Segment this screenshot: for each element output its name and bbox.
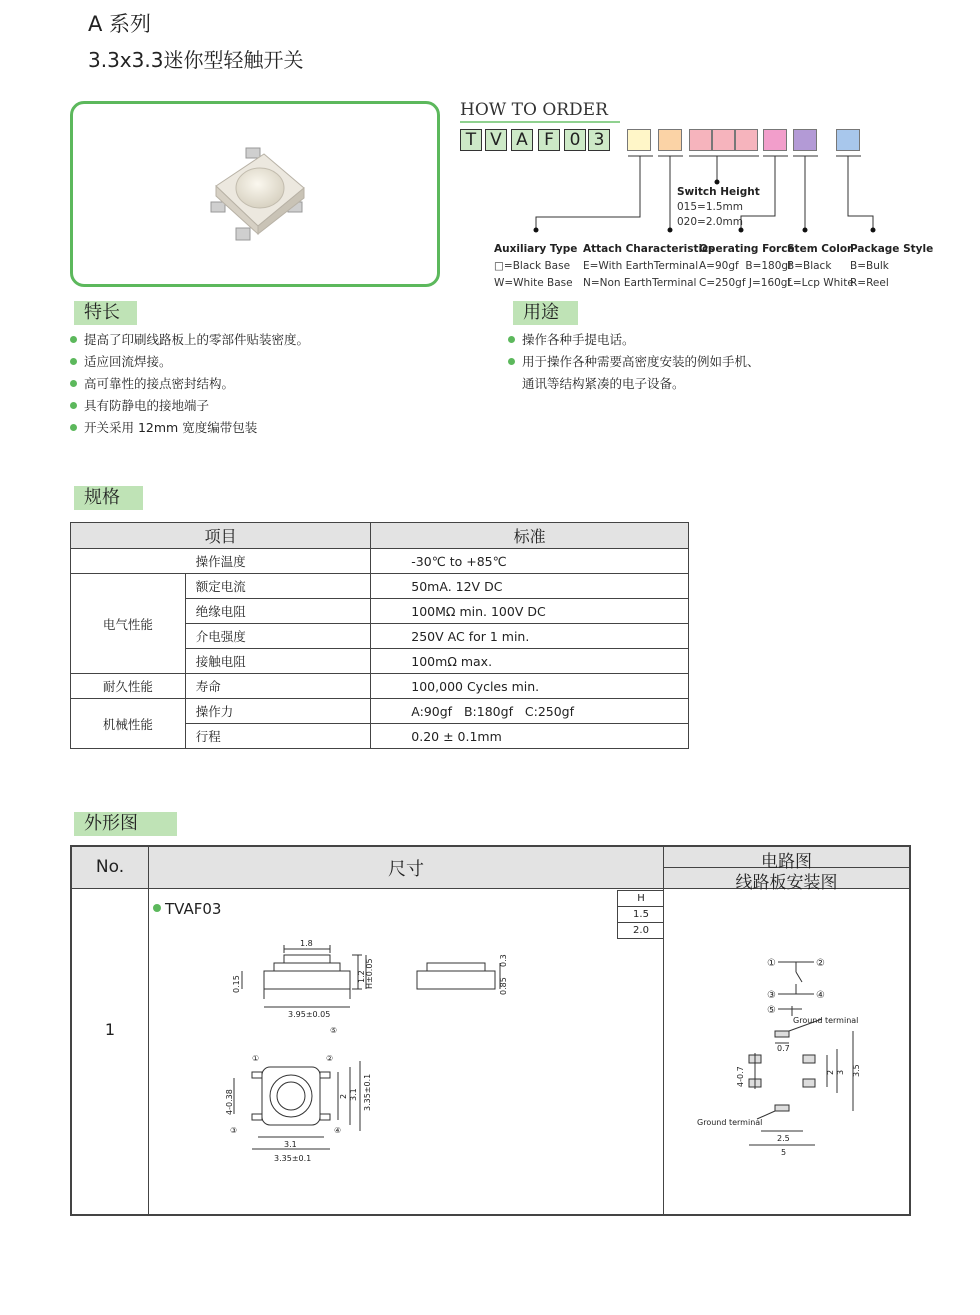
table-row: 机械性能 操作力 A:90gf B:180gf C:250gf (71, 699, 689, 724)
package-value: B=Bulk (850, 260, 889, 272)
svg-text:1.2: 1.2 (357, 970, 366, 983)
bullet-icon (70, 380, 77, 387)
svg-text:3.95±0.05: 3.95±0.05 (288, 1010, 331, 1019)
list-item: 用于操作各种需要高密度安装的例如手机、 (508, 351, 760, 373)
group-electrical: 电气性能 (71, 574, 186, 674)
attach-value: N=Non EarthTerminal (583, 277, 697, 289)
svg-text:4-0.7: 4-0.7 (736, 1066, 745, 1087)
svg-text:④: ④ (334, 1126, 342, 1135)
aux-type-box (627, 129, 651, 151)
bullet-icon (153, 904, 161, 912)
series-title: A 系列 (88, 12, 152, 36)
model-name: TVAF03 (153, 900, 221, 918)
group-mechanical: 机械性能 (71, 699, 186, 749)
svg-text:3.1: 3.1 (284, 1140, 297, 1149)
svg-text:3.35±0.1: 3.35±0.1 (363, 1073, 372, 1111)
height-box (689, 129, 712, 151)
table-row: 绝缘电阻 100MΩ min. 100V DC (71, 599, 689, 624)
col-header-item: 项目 (71, 523, 371, 549)
table-row: 操作温度 -30℃ to +85℃ (71, 549, 689, 574)
svg-text:0.15: 0.15 (232, 975, 241, 993)
applications-title: 用途 (513, 301, 578, 325)
svg-text:H±0.05: H±0.05 (365, 958, 374, 989)
spec-table (70, 522, 689, 749)
svg-text:③: ③ (767, 990, 776, 1001)
table-row: 介电强度 250V AC for 1 min. (71, 624, 689, 649)
specs-title: 规格 (74, 486, 143, 510)
table-row: 行程 0.20 ± 0.1mm (71, 724, 689, 749)
svg-text:0.7: 0.7 (777, 1044, 790, 1053)
bullet-icon (70, 402, 77, 409)
how-to-order-title: HOW TO ORDER (460, 100, 620, 123)
svg-text:4-0.38: 4-0.38 (225, 1089, 234, 1115)
svg-text:Ground terminal: Ground terminal (793, 1016, 859, 1025)
table-row: 接触电阻 100mΩ max. (71, 649, 689, 674)
height-box (712, 129, 735, 151)
table-row: 耐久性能 寿命 100,000 Cycles min. (71, 674, 689, 699)
svg-text:②: ② (326, 1054, 334, 1063)
list-item-continuation: 通讯等结构紧凑的电子设备。 (522, 376, 685, 391)
code-letter: V (485, 129, 507, 151)
bullet-icon (508, 358, 515, 365)
col-header-pcb: 线路板安装图 (735, 873, 838, 893)
aux-type-label: Auxiliary Type (494, 243, 578, 255)
svg-text:0.3: 0.3 (499, 954, 508, 967)
switch-height-label: Switch Height (677, 186, 760, 198)
col-header-dimension: 尺寸 (388, 859, 424, 880)
svg-text:3.35±0.1: 3.35±0.1 (274, 1154, 312, 1163)
order-connector-lines (455, 150, 935, 250)
package-value: R=Reel (850, 277, 889, 289)
col-header-standard: 标准 (371, 523, 689, 549)
outline-title: 外形图 (74, 812, 177, 836)
features-title: 特长 (74, 301, 137, 325)
height-box (735, 129, 758, 151)
dimension-drawing (222, 937, 522, 1177)
stem-color-value: B=Black (787, 260, 832, 272)
list-item: 适应回流焊接。 (70, 351, 309, 373)
list-item: 提高了印刷线路板上的零部件贴装密度。 (70, 329, 309, 351)
features-list (70, 329, 309, 439)
table-row: 电气性能 额定电流 50mA. 12V DC (71, 574, 689, 599)
svg-text:2.5: 2.5 (777, 1134, 790, 1143)
svg-text:2: 2 (826, 1069, 835, 1075)
package-box (836, 129, 860, 151)
row-number: 1 (104, 1020, 116, 1039)
svg-text:2: 2 (339, 1093, 348, 1099)
svg-text:④: ④ (816, 990, 825, 1001)
aux-type-value: W=White Base (494, 277, 573, 289)
code-letter: 3 (588, 129, 610, 151)
list-item: 操作各种手提电话。 (508, 329, 760, 351)
svg-text:1.8: 1.8 (300, 939, 313, 948)
list-item: 开关采用 12mm 宽度编带包装 (70, 417, 309, 439)
svg-text:⑤: ⑤ (767, 1005, 776, 1016)
force-box (763, 129, 787, 151)
force-label: Operating Force (699, 243, 795, 255)
stem-color-label: Stem Color (787, 243, 853, 255)
height-table: H 1.5 2.0 (617, 890, 664, 939)
svg-text:3.5: 3.5 (852, 1064, 861, 1077)
list-item: 具有防静电的接地端子 (70, 395, 309, 417)
circuit-diagram (762, 952, 832, 1022)
pcb-layout-diagram (697, 1016, 867, 1157)
switch-height-value: 020=2.0mm (677, 216, 743, 228)
attach-value: E=With EarthTerminal (583, 260, 699, 272)
svg-text:②: ② (816, 958, 825, 969)
svg-text:3.1: 3.1 (349, 1088, 358, 1101)
code-letter: T (460, 129, 482, 151)
group-durability: 耐久性能 (71, 674, 186, 699)
col-header-circuit: 电路图 (761, 852, 812, 872)
stem-color-value: L=Lcp White (787, 277, 854, 289)
attach-box (658, 129, 682, 151)
list-item: 高可靠性的接点密封结构。 (70, 373, 309, 395)
code-letter: A (511, 129, 533, 151)
svg-text:⑤: ⑤ (330, 1026, 338, 1035)
col-header-no: No. (95, 857, 125, 877)
aux-type-value: □=Black Base (494, 260, 571, 272)
code-letter: 0 (564, 129, 586, 151)
product-subtitle: 3.3x3.3迷你型轻触开关 (88, 48, 304, 72)
svg-text:5: 5 (781, 1148, 787, 1157)
svg-text:③: ③ (230, 1126, 238, 1135)
svg-text:3: 3 (836, 1069, 845, 1075)
bullet-icon (70, 424, 77, 431)
attach-label: Attach Characteristics (583, 243, 715, 255)
switch-height-value: 015=1.5mm (677, 201, 743, 213)
force-value: C=250gf J=160gf (699, 277, 792, 289)
svg-text:0.85: 0.85 (499, 977, 508, 995)
bullet-icon (508, 336, 515, 343)
bullet-icon (70, 336, 77, 343)
code-letter: F (538, 129, 560, 151)
svg-text:①: ① (252, 1054, 260, 1063)
applications-list (508, 329, 760, 395)
outline-table (70, 845, 911, 1216)
product-photo (73, 104, 437, 284)
force-value: A=90gf B=180gf (699, 260, 792, 272)
bullet-icon (70, 358, 77, 365)
product-photo-frame (70, 101, 440, 287)
svg-text:①: ① (767, 958, 776, 969)
svg-text:Ground terminal: Ground terminal (697, 1118, 763, 1127)
package-label: Package Style (850, 243, 934, 255)
stem-color-box (793, 129, 817, 151)
